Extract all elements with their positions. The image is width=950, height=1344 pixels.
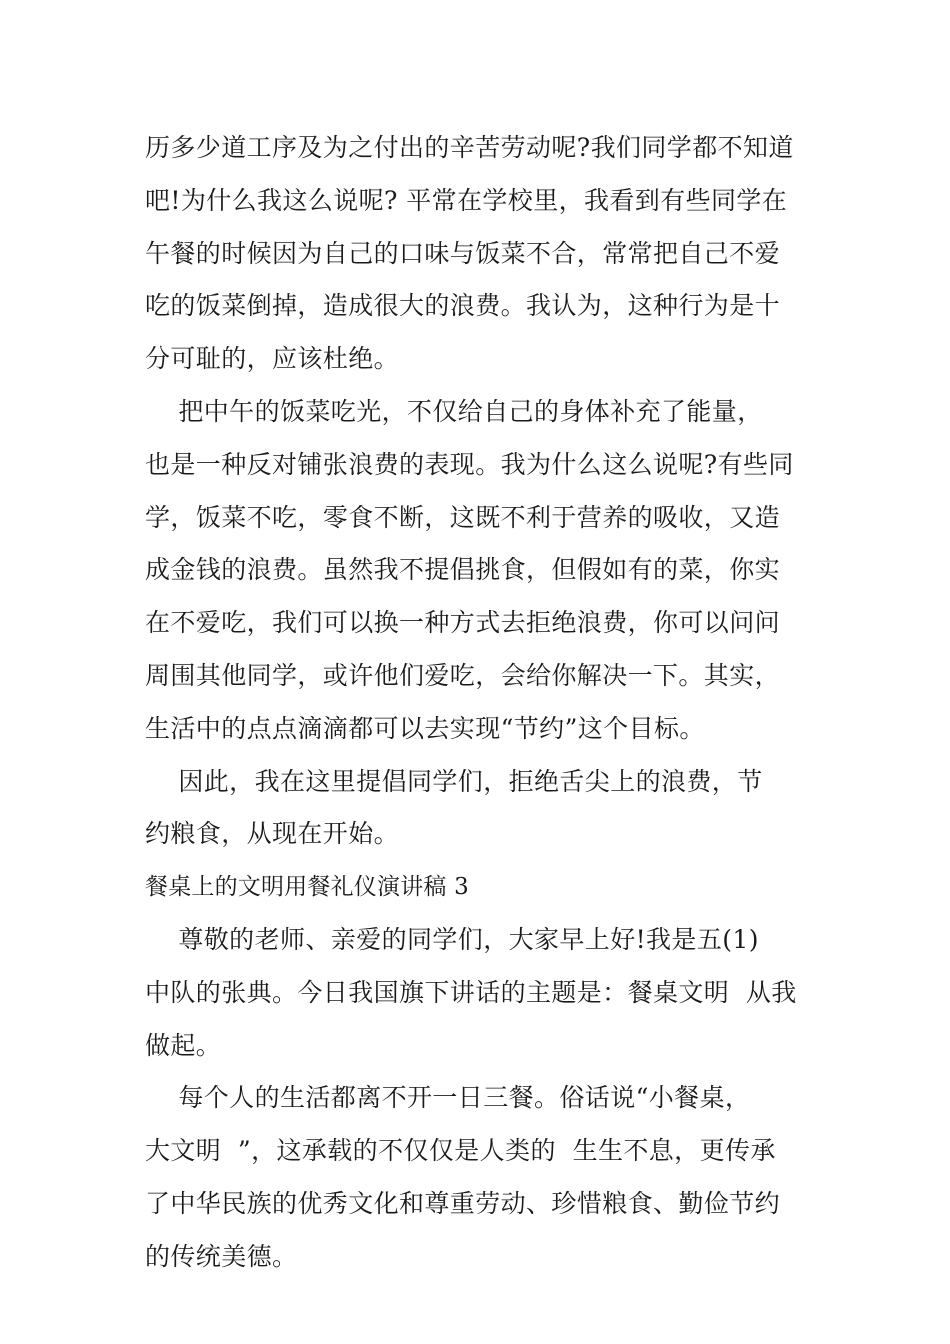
text-line: 吃的饭菜倒掉，造成很大的浪费。我认为，这种行为是十 xyxy=(145,291,781,321)
text-line: 午餐的时候因为自己的口味与饭菜不合，常常把自己不爱 xyxy=(145,238,781,268)
text-line: 大文明 ”，这承载的不仅仅是人类的 生生不息，更传承 xyxy=(145,1136,776,1166)
text-line: 每个人的生活都离不开一日三餐。俗话说“小餐桌， xyxy=(145,1083,751,1113)
text-line: 约粮食，从现在开始。 xyxy=(145,819,400,849)
text-line: 把中午的饭菜吃光，不仅给自己的身体补充了能量， xyxy=(145,396,763,426)
text-line: 尊敬的老师、亲爱的同学们，大家早上好!我是五(1) xyxy=(145,924,759,954)
text-line: 也是一种反对铺张浪费的表现。我为什么这么说呢?有些同 xyxy=(145,449,794,479)
text-line: 了中华民族的优秀文化和尊重劳动、珍惜粮食、勤俭节约 xyxy=(145,1188,781,1218)
text-line: 分可耻的，应该杜绝。 xyxy=(145,344,400,374)
section-heading: 餐桌上的文明用餐礼仪演讲稿 3 xyxy=(145,874,469,901)
text-line: 因此，我在这里提倡同学们，拒绝舌尖上的浪费，节 xyxy=(145,766,763,796)
text-line: 成金钱的浪费。虽然我不提倡挑食，但假如有的菜，你实 xyxy=(145,555,781,585)
text-line: 中队的张典。今日我国旗下讲话的主题是：餐桌文明 从我 xyxy=(145,977,797,1007)
text-line: 吧!为什么我这么说呢? 平常在学校里，我看到有些同学在 xyxy=(145,185,788,215)
text-line: 做起。 xyxy=(145,1030,222,1060)
text-line: 周围其他同学，或许他们爱吃，会给你解决一下。其实， xyxy=(145,660,781,690)
text-line: 在不爱吃，我们可以换一种方式去拒绝浪费，你可以问问 xyxy=(145,608,781,638)
text-line: 生活中的点点滴滴都可以去实现“节约”这个目标。 xyxy=(145,713,705,743)
text-line: 历多少道工序及为之付出的辛苦劳动呢?我们同学都不知道 xyxy=(145,133,794,162)
text-line: 学，饭菜不吃，零食不断，这既不利于营养的吸收，又造 xyxy=(145,502,781,532)
text-line: 的传统美德。 xyxy=(145,1241,298,1271)
document-body xyxy=(145,122,810,1284)
